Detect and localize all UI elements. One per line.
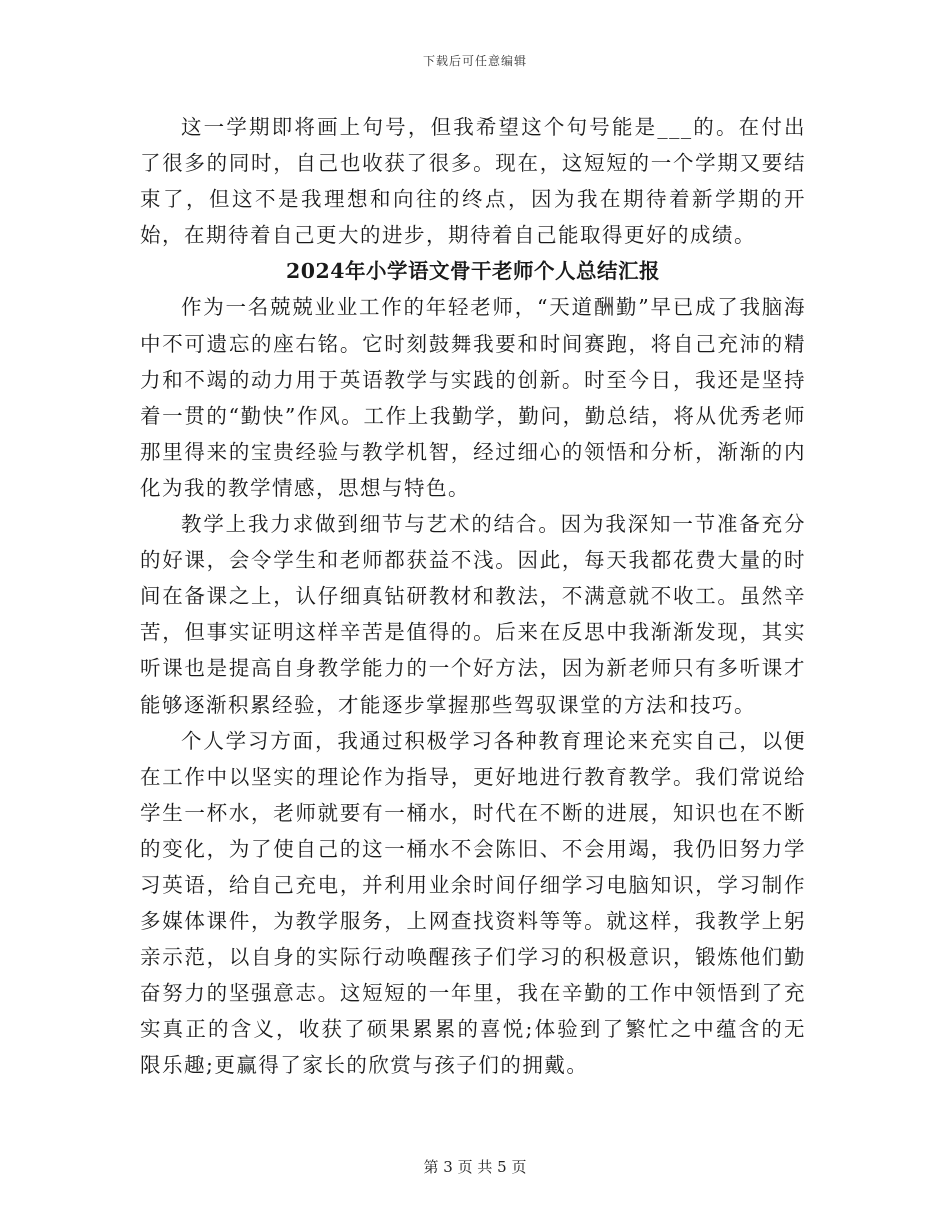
section-title: 2024年小学语文骨干老师个人总结汇报 (285, 259, 661, 284)
paragraph-teaching: 教学上我力求做到细节与艺术的结合。因为我深知一节准备充分的好课，会令学生和老师都获益不浅。因此，每天我都花费大量的时间在备课之上，认仔细真钻研教材和教法，不满意就不收工。虽然辛苦，但事实证明这样辛苦是值得的。后来在反思中我渐渐发现，其实听课也是提高自身教学能力的一个好方法，因为新老师只有多听课才能够逐渐积累经验，才能逐步掌握那些驾驭课堂的方法和技巧。 (140, 512, 806, 717)
paragraph-self-study: 个人学习方面，我通过积极学习各种教育理论来充实自己，以便在工作中以坚实的理论作为指导，更好地进行教育教学。我们常说给学生一杯水，老师就要有一桶水，时代在不断的进展，知识也在不断的变化，为了使自己的这一桶水不会陈旧、不会用竭，我仍旧努力学习英语，给自己充电，并利用业余时间仔细学习电脑知识，学习制作多媒体课件，为教学服务，上网查找资料等等。就这样，我教学上躬亲示范，以自身的实际行动唤醒孩子们学习的积极意识，锻炼他们勤奋努力的坚强意志。这短短的一年里，我在辛勤的工作中领悟到了充实真正的含义，收获了硕果累累的喜悦;体验到了繁忙之中蕴含的无限乐趣;更赢得了家长的欣赏与孩子们的拥戴。 (140, 728, 806, 1078)
closing-paragraph: 这一学期即将画上句号，但我希望这个句号能是___的。在付出了很多的同时，自己也收获了很多。现在，这短短的一个学期又要结束了，但这不是我理想和向往的终点，因为我在期待着新学期的开始，在期待着自己更大的进步，期待着自己能取得更好的成绩。 (140, 115, 806, 248)
header-note: 下载后可任意编辑 (422, 54, 527, 68)
page-number: 第 3 页 共 5 页 (423, 1158, 527, 1176)
paragraph-diligence: 作为一名兢兢业业工作的年轻老师，“天道酬勤”早已成了我脑海中不可遗忘的座右铭。它时刻鼓舞我要和时间赛跑，将自己充沛的精力和不竭的动力用于英语教学与实践的创新。时至今日，我还是坚持着一贯的“勤快”作风。工作上我勤学，勤问，勤总结，将从优秀老师那里得来的宝贵经验与教学机智，经过细心的领悟和分析，渐渐的内化为我的教学情感，思想与特色。 (140, 295, 806, 500)
document-body (140, 109, 806, 1084)
